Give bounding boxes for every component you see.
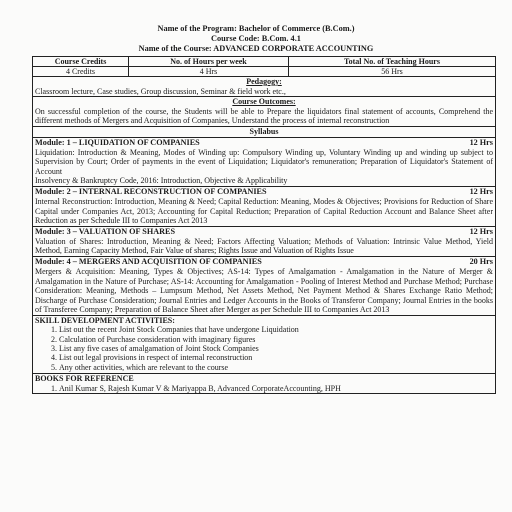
list-item: 4. List out legal provisions in respect of internal reconstruction: [59, 353, 495, 362]
pedagogy-title: Pedagogy:: [246, 77, 282, 86]
teaching-hours-header-cell: Total No. of Teaching Hours: [344, 57, 440, 66]
pedagogy-text: Classroom lecture, Case studies, Group discussion, Seminar & field work etc.,: [35, 86, 286, 96]
skills-list: [33, 325, 495, 371]
list-item: 1. Anil Kumar S, Rajesh Kumar V & Mariyappa B, Advanced CorporateAccounting, HPH: [59, 384, 495, 393]
module-title: Module: 4 – MERGERS AND ACQUISITION OF COMPANIES: [35, 256, 262, 266]
syllabus-section: [33, 126, 495, 137]
list-item: 3. List any five cases of amalgamation of Joint Stock Companies: [59, 344, 495, 353]
credits-header-cell: Course Credits: [33, 57, 129, 66]
module-text: Liquidation: Introduction & Meaning, Modes of Winding up: Compulsory Winding up, Voluntary Winding up and winding up subject to Supervision by Court; Order of payments in the event of Liquidation; Liquidator's remuneration; Preparation of Liquidator's Statement of Account Insolvency & Bankruptcy Code, 2016: Introduction, Objective & Applicability: [35, 147, 493, 186]
hours-value-cell: 4 Hrs: [129, 67, 289, 76]
module-1: [33, 137, 495, 186]
module-title: Module: 1 – LIQUIDATION OF COMPANIES: [35, 137, 200, 147]
course-info-table: [32, 56, 496, 394]
books-title: BOOKS FOR REFERENCE: [35, 373, 134, 383]
module-title: Module: 3 – VALUATION OF SHARES: [35, 226, 176, 236]
list-item: 5. Any other activities, which are relevant to the course: [59, 363, 495, 372]
course-code: Course Code: B.Com. 4.1: [211, 34, 301, 43]
outcomes-text: On successful completion of the course, the Students will be able to Prepare the liquidators final statement of accounts, Comprehend the different methods of Mergers and Acquisition of Companies, Understand the process of internal reconstruction: [35, 106, 493, 126]
module-title: Module: 2 – INTERNAL RECONSTRUCTION OF COMPANIES: [35, 186, 267, 196]
credits-value-row: [33, 67, 495, 76]
hours-header-cell: No. of Hours per week: [129, 57, 289, 66]
outcomes-title: Course Outcomes:: [232, 97, 296, 107]
module-hours: 12 Hrs: [469, 226, 493, 236]
module-hours: 20 Hrs: [469, 256, 493, 266]
module-text: Internal Reconstruction: Introduction, Meaning & Need; Capital Reduction: Meaning, Modes & Objectives; Provisions for Reduction of Share Capital under Companies Act, 2013; Accounting for Capital Reduction; Preparation of Capital Reduction Account and Balance Sheet after Reduction as per Schedule III to Companies Act 2013: [35, 196, 493, 226]
teaching-hours-value-cell: 56 Hrs: [381, 67, 403, 76]
pedagogy-section: [33, 76, 495, 96]
module-text: Mergers & Acquisition: Meaning, Types & Objectives; AS-14: Types of Amalgamation - Amalgamation in the Nature of Merger & Amalgamation in the Nature of Purchase; AS-14: Accounting for Amalgamation - Pooling of Interest Method and Purchase Method; Purchase Consideration: Meaning, Methods – Lumpsum Method, Net Assets Method, Net Payment Method & Shares Exchange Ratio Method; Discharge of Purchase Consideration; Journal Entries and Ledger Accounts in the Books of Transferor Company; Journal Entries in the books of Transferee Company; Preparation of Balance Sheet after Merger as per Schedule III to Companies Act 2013: [35, 266, 493, 315]
credits-value-cell: 4 Credits: [33, 67, 129, 76]
skills-title: SKILL DEVELOPMENT ACTIVITIES:: [35, 315, 175, 325]
module-hours: 12 Hrs: [469, 137, 493, 147]
module-3: [33, 226, 495, 256]
credits-header-row: [33, 57, 495, 67]
module-text: Valuation of Shares: Introduction, Meaning & Need; Factors Affecting Valuation; Methods of Valuation: Intrinsic Value Method, Yield Method, Earning Capacity Method, Fair Value of shares; Rights Issue and Valuation of Rights Issue: [35, 236, 493, 256]
skills-section: [33, 315, 495, 373]
list-item: 1. List out the recent Joint Stock Companies that have undergone Liquidation: [59, 325, 495, 334]
module-2: [33, 186, 495, 226]
module-4: [33, 256, 495, 315]
syllabus-title: Syllabus: [249, 126, 279, 136]
program-name: Name of the Program: Bachelor of Commerce (B.Com.): [157, 24, 355, 33]
list-item: 2. Calculation of Purchase consideration with imaginary figures: [59, 335, 495, 344]
books-list: [33, 384, 495, 393]
course-name: Name of the Course: ADVANCED CORPORATE ACCOUNTING: [138, 44, 374, 53]
outcomes-section: [33, 96, 495, 126]
books-section: [33, 373, 495, 393]
module-hours: 12 Hrs: [469, 186, 493, 196]
